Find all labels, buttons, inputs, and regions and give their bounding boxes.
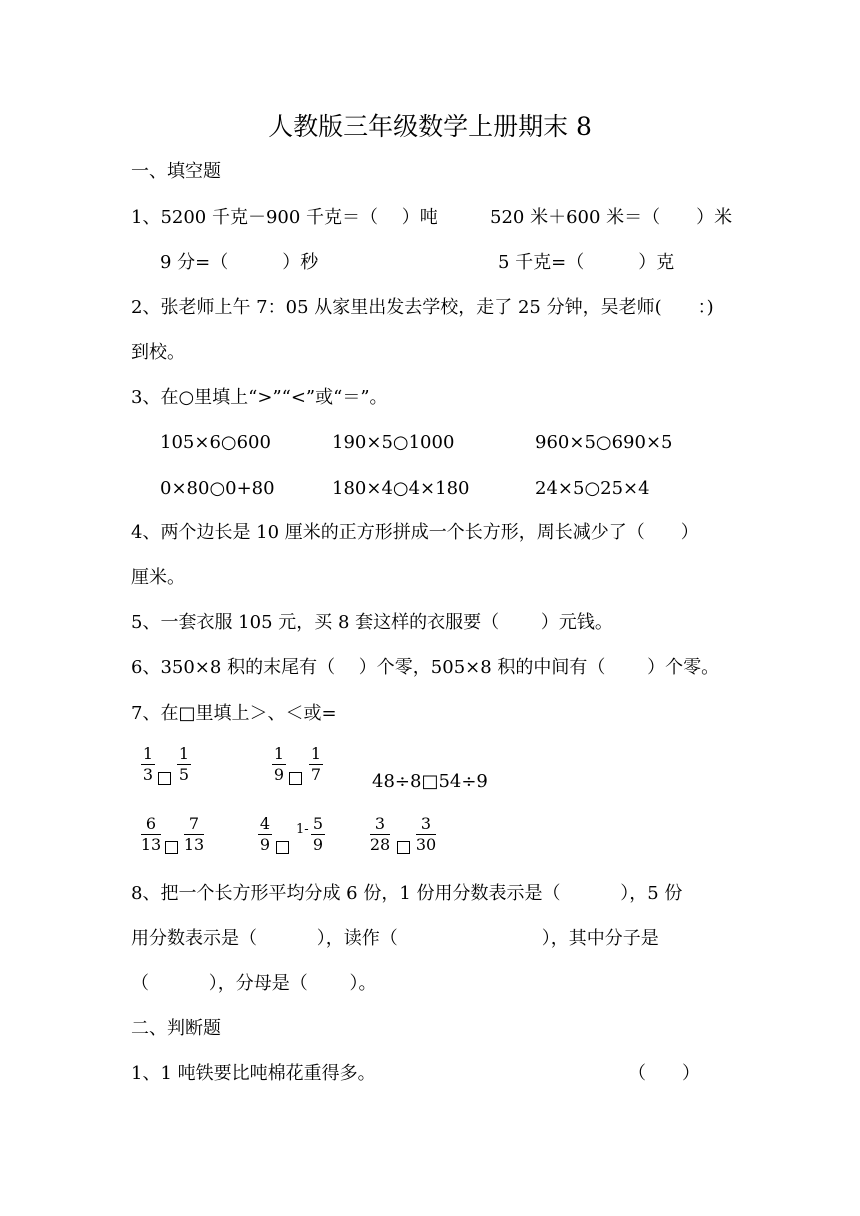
fraction-denominator: 5 [178, 765, 190, 784]
question-8-line-1: 8、把一个长方形平均分成 6 份，1 份用分数表示是（ ），5 份 [131, 883, 683, 904]
question-3-prompt: 3、在○里填上“>”“<”或“＝”。 [131, 387, 388, 408]
fraction-numerator: 3 [420, 814, 432, 833]
fraction-denominator: 30 [415, 835, 437, 854]
question-3-item: 960×5○690×5 [535, 432, 673, 453]
section-heading-true-false: 二、判断题 [131, 1018, 221, 1039]
judgment-question-1: 1、1 吨铁要比吨棉花重得多。 [131, 1063, 376, 1084]
question-1-part-b: 520 米＋600 米＝（ ）米 [490, 207, 733, 228]
question-8-line-3: （ ），分母是（ ）。 [131, 973, 377, 994]
answer-box[interactable] [165, 841, 178, 854]
question-2-line-2: 到校。 [131, 342, 185, 363]
fraction-numerator: 1 [310, 744, 322, 763]
fraction-denominator: 13 [140, 835, 162, 854]
question-3-item: 190×5○1000 [332, 432, 455, 453]
fraction-numerator: 4 [259, 814, 271, 833]
fraction [257, 815, 273, 854]
fraction-denominator: 13 [183, 835, 205, 854]
page-title: 人教版三年级数学上册期末 8 [268, 112, 592, 141]
fraction-numerator: 1 [142, 744, 154, 763]
fraction [271, 745, 287, 784]
question-4-line-1: 4、两个边长是 10 厘米的正方形拼成一个长方形，周长减少了（ ） [131, 522, 699, 543]
fraction-denominator: 9 [273, 765, 285, 784]
question-8-line-2: 用分数表示是（ ），读作（ ），其中分子是 [131, 928, 659, 949]
one-minus-label: 1- [296, 822, 309, 837]
fraction [140, 815, 162, 854]
answer-box[interactable] [276, 841, 289, 854]
question-1-part-d: 5 千克=（ ）克 [498, 252, 675, 273]
fraction-denominator: 9 [259, 835, 271, 854]
fraction [310, 815, 326, 854]
question-6: 6、350×8 积的末尾有（ ）个零，505×8 积的中间有（ ）个零。 [131, 657, 720, 678]
question-5: 5、一套衣服 105 元，买 8 套这样的衣服要（ ）元钱。 [131, 612, 613, 633]
fraction [176, 745, 192, 784]
fraction [369, 815, 391, 854]
answer-box[interactable] [158, 772, 171, 785]
fraction-numerator: 1 [273, 744, 285, 763]
question-1-part-a: 1、5200 千克－900 千克＝（ ）吨 [131, 207, 438, 228]
answer-box[interactable] [397, 841, 410, 854]
fraction-denominator: 9 [312, 835, 324, 854]
question-3-item: 24×5○25×4 [535, 478, 650, 499]
fraction-denominator: 3 [142, 765, 154, 784]
fraction-numerator: 6 [145, 814, 157, 833]
fraction-numerator: 5 [312, 814, 324, 833]
fraction [308, 745, 324, 784]
judgment-answer-parens: （ ） [628, 1063, 700, 1084]
fraction [140, 745, 156, 784]
question-7-expression: 48÷8□54÷9 [372, 771, 488, 792]
question-2-line-1: 2、张老师上午 7：05 从家里出发去学校，走了 25 分钟，吴老师( ：) [131, 297, 714, 318]
question-3-item: 105×6○600 [160, 432, 271, 453]
answer-box[interactable] [289, 772, 302, 785]
question-4-line-2: 厘米。 [131, 567, 185, 588]
fraction-denominator: 7 [310, 765, 322, 784]
question-7-prompt: 7、在□里填上＞、＜或= [131, 703, 337, 724]
fraction-numerator: 1 [178, 744, 190, 763]
section-heading-fill-blank: 一、填空题 [131, 161, 221, 182]
fraction [415, 815, 437, 854]
question-3-item: 0×80○0+80 [160, 478, 275, 499]
fraction-numerator: 7 [188, 814, 200, 833]
fraction-denominator: 28 [369, 835, 391, 854]
question-3-item: 180×4○4×180 [332, 478, 470, 499]
fraction-numerator: 3 [374, 814, 386, 833]
fraction [183, 815, 205, 854]
question-1-part-c: 9 分=（ ）秒 [160, 252, 319, 273]
